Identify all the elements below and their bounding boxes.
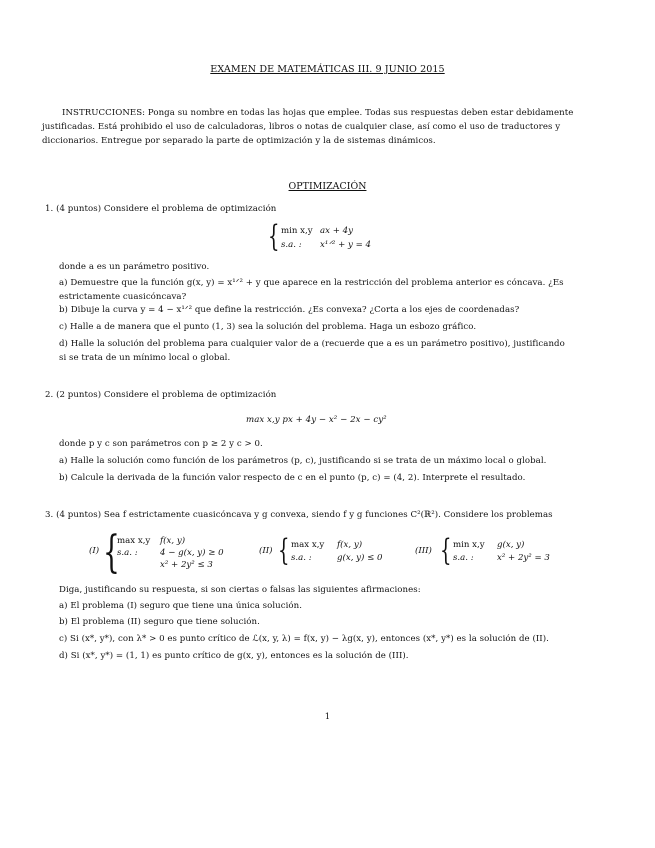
problem-label: (III): [415, 546, 432, 556]
problem-label: (I): [89, 546, 100, 556]
exam-title: EXAMEN DE MATEMÁTICAS III. 9 JUNIO 2015: [210, 64, 445, 75]
system-label: min x,y: [281, 226, 313, 236]
question-3-part-d: d) Si (x*, y*) = (1, 1) es punto crítico de g(x, y), entonces es la solución de (III).: [59, 651, 409, 661]
system-label: max x,y: [291, 540, 325, 550]
system-expr: f(x, y): [337, 540, 363, 550]
question-2-part-b: b) Calcule la derivada de la función valor respecto de c en el punto (p, c) = (4, 2). Interprete el resultado.: [59, 473, 526, 483]
system-expr: g(x, y): [497, 540, 525, 550]
left-brace: {: [268, 219, 280, 254]
instructions-line: INSTRUCCIONES: Ponga su nombre en todas las hojas que emplee. Todas sus respuestas deben estar debidamente: [62, 108, 574, 118]
left-brace: {: [440, 533, 452, 568]
system-label: s.a. :: [117, 548, 138, 558]
question-1-part-a: estrictamente cuasicóncava?: [59, 292, 187, 302]
question-2-text: donde p y c son parámetros con p ≥ 2 y c > 0.: [59, 439, 263, 449]
system-label: s.a. :: [281, 240, 302, 250]
system-expr: 4 − g(x, y) ≥ 0: [160, 548, 224, 558]
system-expr: f(x, y): [160, 536, 186, 546]
problem-label: (II): [259, 546, 273, 556]
question-3-part-a: a) El problema (I) seguro que tiene una única solución.: [59, 601, 302, 611]
instructions-line: diccionarios. Entregue por separado la parte de optimización y la de sistemas dinámicos.: [42, 136, 436, 146]
system-expr: x² + 2y² = 3: [497, 553, 550, 563]
question-1-part-d: d) Halle la solución del problema para cualquier valor de a (recuerde que a es un parámetro positivo), justificando: [59, 339, 565, 349]
system-expr: ax + 4y: [320, 226, 353, 236]
question-3-header: 3. (4 puntos) Sea f estrictamente cuasicóncava y g convexa, siendo f y g funciones C²(ℝ²). Considere los problemas: [45, 510, 553, 520]
question-1-part-c: c) Halle a de manera que el punto (1, 3) sea la solución del problema. Haga un esbozo gráfico.: [59, 322, 477, 332]
left-brace: {: [278, 533, 290, 568]
system-label: s.a. :: [291, 553, 312, 563]
system-expr: x² + 2y² ≤ 3: [160, 560, 213, 570]
question-1-text: donde a es un parámetro positivo.: [59, 262, 210, 272]
question-3-part-b: b) El problema (II) seguro que tiene solución.: [59, 617, 260, 627]
question-2-part-a: a) Halle la solución como función de los parámetros (p, c), justificando si se trata de un máximo local o global.: [59, 456, 547, 466]
system-label: s.a. :: [453, 553, 474, 563]
page-number: 1: [324, 712, 331, 722]
question-1-part-a: a) Demuestre que la función g(x, y) = x¹ᐟ² + y que aparece en la restricción del problema anterior es cóncava. ¿Es: [59, 278, 564, 288]
question-1-part-b: b) Dibuje la curva y = 4 − x¹ᐟ² que define la restricción. ¿Es convexa? ¿Corta a los ejes de coordenadas?: [59, 305, 520, 315]
left-brace: {: [103, 527, 120, 578]
system-expr: g(x, y) ≤ 0: [337, 553, 383, 563]
instructions-line: justificadas. Está prohibido el uso de calculadoras, libros o notas de cualquier clase, así como el uso de traductores y: [42, 122, 561, 132]
system-label: max x,y: [117, 536, 151, 546]
system-expr: x¹ᐟ² + y = 4: [320, 240, 372, 250]
question-1-header: 1. (4 puntos) Considere el problema de optimización: [45, 204, 277, 214]
system-label: min x,y: [453, 540, 485, 550]
question-2-header: 2. (2 puntos) Considere el problema de optimización: [45, 390, 277, 400]
question-1-part-d: si se trata de un mínimo local o global.: [59, 353, 231, 363]
section-title: OPTIMIZACIÓN: [288, 181, 367, 192]
question-3-part-c: c) Si (x*, y*), con λ* > 0 es punto crítico de ℒ(x, y, λ) = f(x, y) − λg(x, y), entonces (x*, y*) es la solución de (II).: [59, 634, 549, 644]
question-3-text: Diga, justificando su respuesta, si son ciertas o falsas las siguientes afirmaciones:: [59, 585, 421, 595]
question-2-formula: max x,y px + 4y − x² − 2x − cy²: [246, 415, 387, 425]
